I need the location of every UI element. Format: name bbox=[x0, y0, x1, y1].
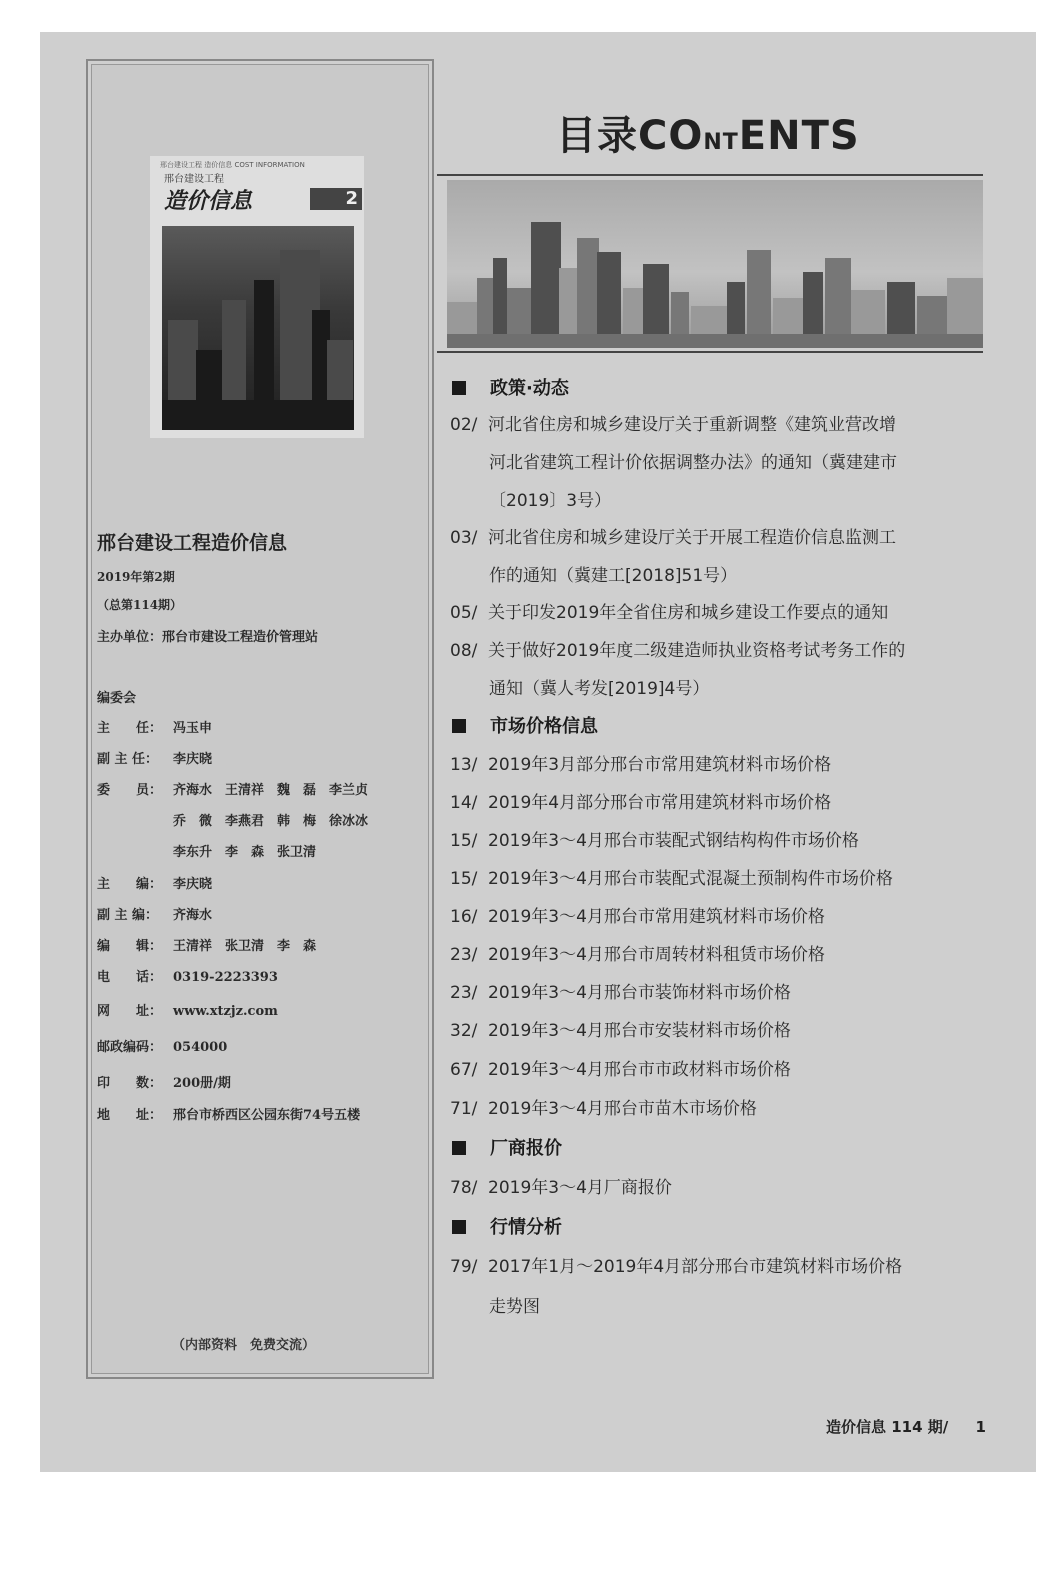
entry-title: 2019年3～4月邢台市市政材料市场价格 bbox=[488, 1060, 791, 1080]
section-label: 政策·动态 bbox=[490, 378, 569, 399]
section-label: 市场价格信息 bbox=[490, 716, 598, 737]
masthead-row bbox=[97, 873, 212, 892]
row-label: 编 辑： bbox=[97, 939, 163, 954]
entry-continuation: 走势图 bbox=[489, 1297, 540, 1317]
toc-entry[interactable] bbox=[450, 788, 831, 813]
page-number: 79/ bbox=[450, 1257, 478, 1277]
masthead-row bbox=[97, 1036, 227, 1055]
toc-entry[interactable] bbox=[450, 1055, 791, 1080]
row-value: www.xtzjz.com bbox=[173, 1004, 278, 1019]
toc-entry[interactable] bbox=[450, 902, 825, 927]
masthead-row bbox=[97, 748, 212, 767]
cover-thumbnail bbox=[150, 156, 364, 438]
entry-continuation: 通知（冀人考发[2019]4号） bbox=[489, 679, 710, 699]
row-label: 邮政编码： bbox=[97, 1040, 163, 1055]
page-number: 32/ bbox=[450, 1021, 478, 1041]
row-value: 0319-2223393 bbox=[173, 970, 278, 985]
page-number: 16/ bbox=[450, 907, 478, 927]
row-label: 电 话： bbox=[97, 970, 163, 985]
entry-continuation: 作的通知（冀建工[2018]51号） bbox=[489, 566, 738, 586]
sponsor-row bbox=[97, 626, 318, 645]
section-square-icon bbox=[452, 381, 466, 395]
cover-photo bbox=[162, 226, 354, 430]
row-value: 齐海水 王清祥 魏 磊 李兰贞 bbox=[173, 783, 369, 798]
entry-title: 河北省住房和城乡建设厅关于重新调整《建筑业营改增 bbox=[488, 415, 896, 435]
footer-page-number: 1 bbox=[975, 1418, 986, 1436]
row-value: 齐海水 bbox=[173, 908, 213, 923]
row-label: 副 主 编： bbox=[97, 908, 159, 923]
entry-title: 2019年3～4月厂商报价 bbox=[488, 1178, 672, 1198]
row-value: 李东升 李 森 张卫清 bbox=[173, 845, 317, 860]
masthead-row bbox=[97, 966, 278, 985]
image-rule bbox=[437, 351, 983, 353]
toc-entry[interactable] bbox=[450, 1173, 672, 1198]
toc-entry[interactable] bbox=[450, 1016, 791, 1041]
row-value: 054000 bbox=[173, 1040, 228, 1055]
skyline-photo bbox=[447, 180, 983, 348]
sponsor-label: 主办单位： bbox=[97, 630, 163, 645]
page-number: 23/ bbox=[450, 945, 478, 965]
row-value: 李庆晓 bbox=[173, 877, 213, 892]
section-square-icon bbox=[452, 719, 466, 733]
toc-entry[interactable] bbox=[450, 523, 896, 548]
row-value: 邢台市桥西区公园东街74号五楼 bbox=[173, 1108, 361, 1123]
page-number: 71/ bbox=[450, 1099, 478, 1119]
entry-title: 2017年1月～2019年4月部分邢台市建筑材料市场价格 bbox=[488, 1257, 903, 1277]
row-label: 印 数： bbox=[97, 1076, 163, 1091]
page-footer bbox=[826, 1416, 986, 1437]
title-rule bbox=[437, 174, 983, 176]
page-number: 02/ bbox=[450, 415, 478, 435]
toc-entry[interactable] bbox=[450, 750, 831, 775]
toc-entry[interactable] bbox=[450, 978, 791, 1003]
masthead-row bbox=[97, 841, 316, 860]
masthead-row bbox=[97, 935, 316, 954]
magazine-title: 邢台建设工程造价信息 bbox=[97, 532, 288, 554]
masthead-row bbox=[97, 810, 368, 829]
page-number: 67/ bbox=[450, 1060, 478, 1080]
toc-entry[interactable] bbox=[450, 1094, 757, 1119]
footer-label: 造价信息 114 期/ bbox=[826, 1418, 949, 1436]
masthead-row bbox=[97, 779, 368, 798]
issue-number: 2019年第2期 bbox=[97, 570, 175, 584]
page-number: 15/ bbox=[450, 831, 478, 851]
row-value: 200册/期 bbox=[173, 1076, 231, 1091]
entry-title: 2019年3～4月邢台市苗木市场价格 bbox=[488, 1099, 757, 1119]
page-number: 23/ bbox=[450, 983, 478, 1003]
entry-title: 关于印发2019年全省住房和城乡建设工作要点的通知 bbox=[488, 603, 889, 623]
toc-entry[interactable] bbox=[450, 598, 888, 623]
total-issue: （总第114期） bbox=[97, 598, 183, 612]
committee-heading: 编委会 bbox=[97, 691, 137, 706]
masthead-row bbox=[97, 1000, 278, 1019]
entry-continuation: 〔2019〕3号） bbox=[489, 491, 612, 511]
toc-entry[interactable] bbox=[450, 826, 859, 851]
page-number: 05/ bbox=[450, 603, 478, 623]
entry-title: 2019年4月部分邢台市常用建筑材料市场价格 bbox=[488, 793, 832, 813]
toc-entry[interactable] bbox=[450, 636, 905, 661]
masthead-row bbox=[97, 1104, 360, 1123]
toc-entry[interactable] bbox=[450, 1252, 902, 1277]
section-square-icon bbox=[452, 1141, 466, 1155]
toc-entry[interactable] bbox=[450, 410, 896, 435]
toc-entry[interactable] bbox=[450, 940, 825, 965]
sponsor-value: 邢台市建设工程造价管理站 bbox=[162, 630, 319, 645]
entry-title: 2019年3～4月邢台市装饰材料市场价格 bbox=[488, 983, 791, 1003]
section-market-prices bbox=[452, 712, 598, 738]
internal-material-note: （内部资料 免费交流） bbox=[172, 1338, 316, 1353]
masthead-row bbox=[97, 904, 212, 923]
row-label: 副 主 任： bbox=[97, 752, 159, 767]
skyline-waterline bbox=[447, 334, 983, 348]
page-number: 03/ bbox=[450, 528, 478, 548]
masthead-row bbox=[97, 717, 212, 736]
toc-title-en-a: CO bbox=[638, 113, 704, 159]
page-number: 15/ bbox=[450, 869, 478, 889]
page-number: 13/ bbox=[450, 755, 478, 775]
page-number: 14/ bbox=[450, 793, 478, 813]
cover-issue-badge: 2 bbox=[310, 188, 362, 210]
toc-title-en-small: NT bbox=[703, 130, 739, 155]
toc-title-en-b: ENTS bbox=[738, 113, 860, 159]
row-value: 李庆晓 bbox=[173, 752, 213, 767]
entry-title: 2019年3月部分邢台市常用建筑材料市场价格 bbox=[488, 755, 832, 775]
entry-title: 2019年3～4月邢台市安装材料市场价格 bbox=[488, 1021, 791, 1041]
entry-title: 关于做好2019年度二级建造师执业资格考试考务工作的 bbox=[488, 641, 906, 661]
page-number: 08/ bbox=[450, 641, 478, 661]
row-value: 乔 微 李燕君 韩 梅 徐冰冰 bbox=[173, 814, 369, 829]
page-number: 78/ bbox=[450, 1178, 478, 1198]
row-label: 网 址： bbox=[97, 1004, 163, 1019]
entry-title: 2019年3～4月邢台市装配式钢结构构件市场价格 bbox=[488, 831, 859, 851]
section-policy bbox=[452, 374, 569, 400]
section-label: 厂商报价 bbox=[490, 1138, 562, 1159]
section-square-icon bbox=[452, 1220, 466, 1234]
toc-title-cn: 目录 bbox=[556, 113, 638, 159]
section-label: 行情分析 bbox=[490, 1217, 562, 1238]
row-label: 地 址： bbox=[97, 1108, 163, 1123]
entry-continuation: 河北省建筑工程计价依据调整办法》的通知（冀建建市 bbox=[489, 453, 897, 473]
entry-title: 2019年3～4月邢台市常用建筑材料市场价格 bbox=[488, 907, 825, 927]
row-value: 王清祥 张卫清 李 森 bbox=[173, 939, 317, 954]
entry-title: 2019年3～4月邢台市周转材料租赁市场价格 bbox=[488, 945, 825, 965]
toc-entry[interactable] bbox=[450, 864, 893, 889]
cover-brand-top: 邢台建设工程 造价信息 COST INFORMATION bbox=[160, 161, 305, 169]
masthead-row bbox=[97, 1072, 231, 1091]
entry-title: 2019年3～4月邢台市装配式混凝土预制构件市场价格 bbox=[488, 869, 893, 889]
section-vendor-quotes bbox=[452, 1134, 562, 1160]
row-label: 委 员： bbox=[97, 783, 163, 798]
row-value: 冯玉申 bbox=[173, 721, 213, 736]
section-market-analysis bbox=[452, 1213, 562, 1239]
row-label: 主 编： bbox=[97, 877, 163, 892]
toc-title bbox=[556, 104, 860, 161]
cover-brand-sub: 邢台建设工程 bbox=[164, 174, 224, 185]
cover-brand-name: 造价信息 bbox=[164, 188, 253, 214]
row-label: 主 任： bbox=[97, 721, 163, 736]
entry-title: 河北省住房和城乡建设厅关于开展工程造价信息监测工 bbox=[488, 528, 896, 548]
